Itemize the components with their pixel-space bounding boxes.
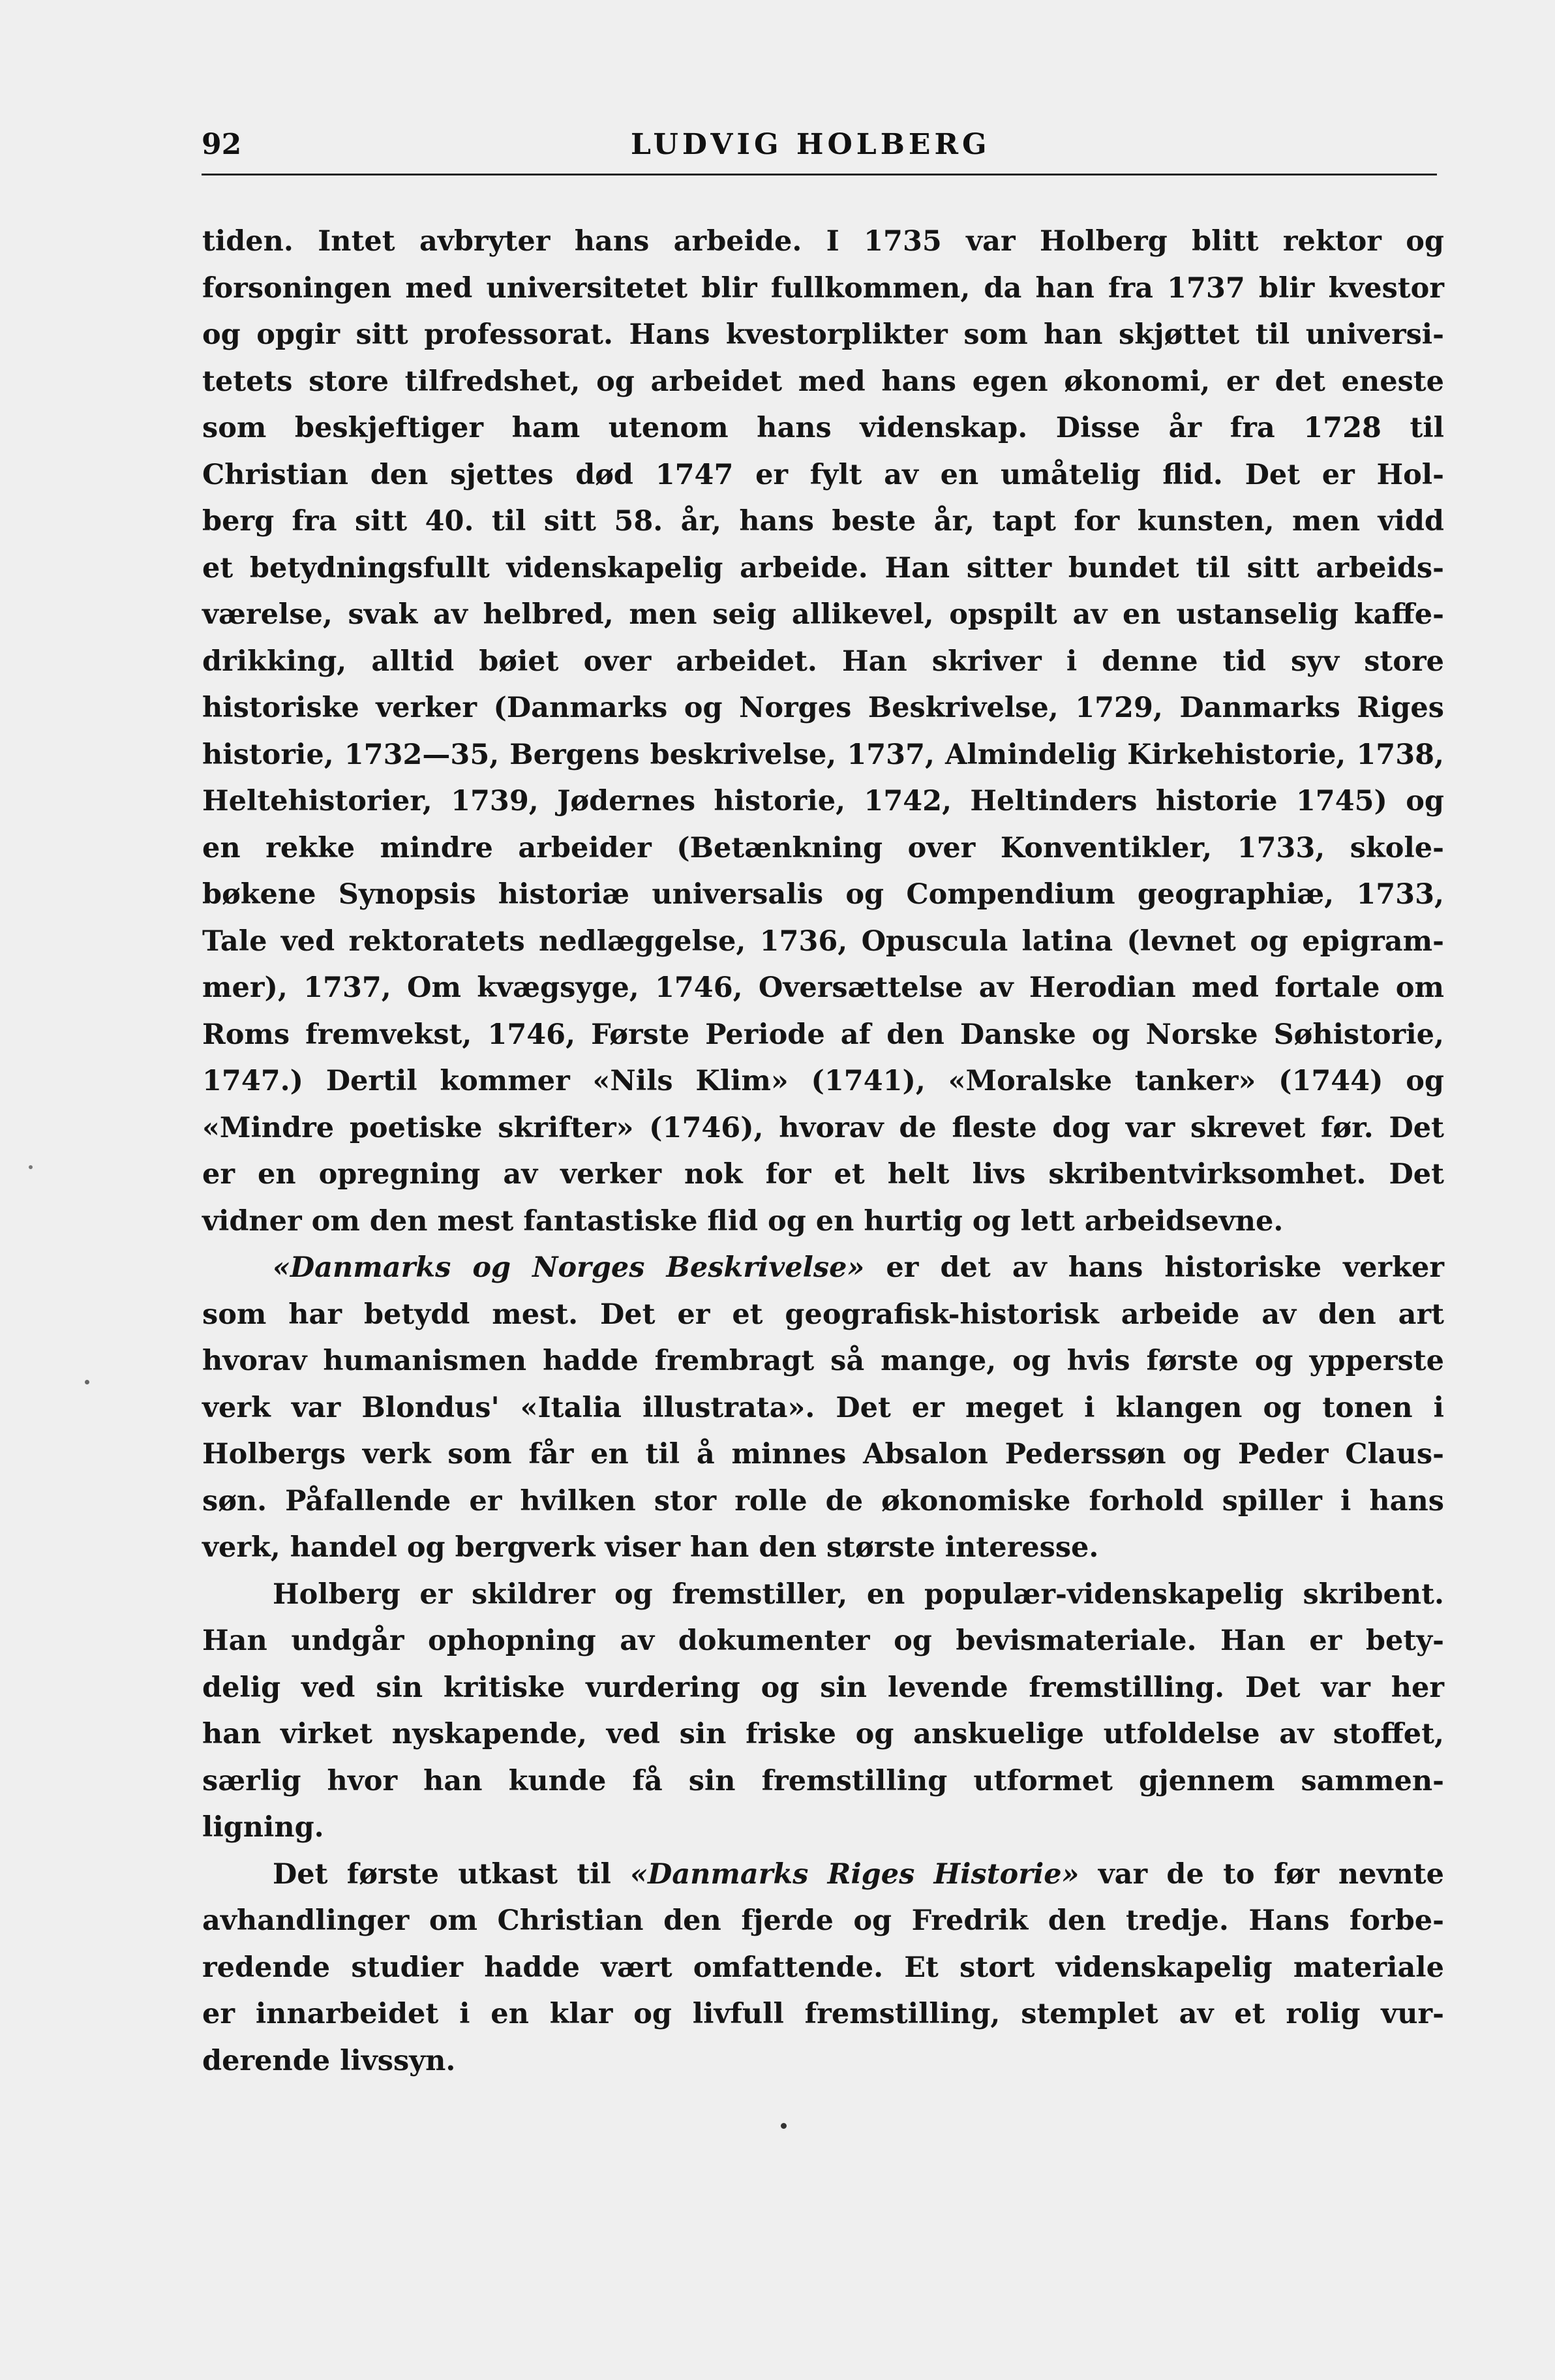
text-line: vidner om den mest fantastiske flid og en hurtig og lett arbeidsevne. bbox=[202, 1204, 1284, 1238]
scan-speck bbox=[781, 2123, 787, 2129]
page-header bbox=[202, 128, 1437, 174]
text-line: tetets store tilfredshet, og arbeidet med hans egen økonomi, er det eneste bbox=[202, 365, 1444, 398]
text-line: «Mindre poetiske skrifter» (1746), hvorav de fleste dog var skrevet før. Det bbox=[202, 1111, 1444, 1144]
paragraph bbox=[202, 1572, 1444, 1852]
text-line: et betydningsfullt videnskapelig arbeide. Han sitter bundet til sitt arbeids- bbox=[202, 551, 1444, 585]
text-line: redende studier hadde vært omfattende. Et stort videnskapelig materiale bbox=[202, 1951, 1444, 1984]
text-line: mer), 1737, Om kvægsyge, 1746, Oversættelse av Herodian med fortale om bbox=[202, 971, 1444, 1004]
text-line: og opgir sitt professorat. Hans kvestorplikter som han skjøttet til universi- bbox=[202, 318, 1444, 351]
text-line: særlig hvor han kunde få sin fremstilling utformet gjennem sammen- bbox=[202, 1764, 1444, 1797]
text-line: en rekke mindre arbeider (Betænkning over Konventikler, 1733, skole- bbox=[202, 831, 1444, 864]
paragraph bbox=[202, 1245, 1444, 1572]
text-line: derende livssyn. bbox=[202, 2044, 456, 2077]
scan-speck bbox=[85, 1380, 89, 1384]
body-text bbox=[202, 219, 1444, 2084]
text-line: drikking, alltid bøiet over arbeidet. Han skriver i denne tid syv store bbox=[202, 645, 1444, 678]
text-line: historie, 1732—35, Bergens beskrivelse, 1737, Almindelig Kirkehistorie, 1738, bbox=[202, 738, 1444, 771]
text-line: verk, handel og bergverk viser han den største interesse. bbox=[202, 1531, 1099, 1564]
text-line: hvorav humanismen hadde frembragt så mange, og hvis første og ypperste bbox=[202, 1345, 1444, 1377]
paragraph bbox=[202, 1852, 1444, 2085]
text-line: verk var Blondus' «Italia illustrata». Det er meget i klangen og tonen i bbox=[202, 1391, 1444, 1424]
text-line: 1747.) Dertil kommer «Nils Klim» (1741), «Moralske tanker» (1744) og bbox=[202, 1065, 1444, 1097]
text-line: historiske verker (Danmarks og Norges Beskrivelse, 1729, Danmarks Riges bbox=[202, 692, 1444, 724]
paragraph bbox=[202, 219, 1444, 1245]
italic-title: «Danmarks og Norges Beskrivelse» bbox=[273, 1251, 865, 1284]
scan-speck bbox=[29, 1165, 33, 1169]
text-run: Det første utkast til bbox=[273, 1857, 631, 1891]
text-line: tiden. Intet avbryter hans arbeide. I 1735 var Holberg blitt rektor og bbox=[202, 225, 1444, 258]
text-line: Tale ved rektoratets nedlæggelse, 1736, Opuscula latina (levnet og epigram- bbox=[202, 924, 1444, 958]
italic-title: «Danmarks Riges Historie» bbox=[630, 1857, 1079, 1891]
text-line: bøkene Synopsis historiæ universalis og Compendium geographiæ, 1733, bbox=[202, 878, 1444, 911]
text-run: var de to før nevnte bbox=[1079, 1857, 1444, 1891]
text-line: som har betydd mest. Det er et geografisk-historisk arbeide av den art bbox=[202, 1298, 1444, 1331]
text-line: Han undgår ophopning av dokumenter og bevismateriale. Han er bety- bbox=[202, 1625, 1444, 1657]
text-line: berg fra sitt 40. til sitt 58. år, hans beste år, tapt for kunsten, men vidd bbox=[202, 505, 1444, 538]
text-line: er innarbeidet i en klar og livfull fremstilling, stemplet av et rolig vur- bbox=[202, 1998, 1444, 2030]
page-number: 92 bbox=[202, 128, 242, 161]
text-line: Heltehistorier, 1739, Jødernes historie, 1742, Heltinders historie 1745) og bbox=[202, 785, 1444, 817]
text-line: Holberg er skildrer og fremstiller, en populær-videnskapelig skribent. bbox=[273, 1578, 1444, 1611]
text-line: ligning. bbox=[202, 1811, 324, 1844]
header-rule bbox=[202, 174, 1437, 175]
text-line: Christian den sjettes død 1747 er fylt av en umåtelig flid. Det er Hol- bbox=[202, 458, 1444, 491]
text-line: værelse, svak av helbred, men seig allikevel, opspilt av en ustanselig kaffe- bbox=[202, 598, 1444, 631]
text-line: delig ved sin kritiske vurdering og sin levende fremstilling. Det var her bbox=[202, 1671, 1444, 1704]
text-line: han virket nyskapende, ved sin friske og anskuelige utfoldelse av stoffet, bbox=[202, 1718, 1444, 1750]
text-line: avhandlinger om Christian den fjerde og Fredrik den tredje. Hans forbe- bbox=[202, 1904, 1444, 1937]
text-line: søn. Påfallende er hvilken stor rolle de økonomiske forhold spiller i hans bbox=[202, 1484, 1444, 1518]
text-line: er en opregning av verker nok for et helt livs skribentvirksomhet. Det bbox=[202, 1158, 1444, 1191]
text-line: Holbergs verk som får en til å minnes Absalon Pederssøn og Peder Claus- bbox=[202, 1438, 1444, 1471]
text-line: Roms fremvekst, 1746, Første Periode af den Danske og Norske Søhistorie, bbox=[202, 1018, 1444, 1051]
text-line bbox=[202, 1245, 1444, 1292]
text-line: forsoningen med universitetet blir fullkommen, da han fra 1737 blir kvestor bbox=[202, 271, 1444, 305]
text-line bbox=[202, 1852, 1444, 1899]
text-line: som beskjeftiger ham utenom hans videnskap. Disse år fra 1728 til bbox=[202, 412, 1444, 444]
text-run: er det av hans historiske verker bbox=[864, 1251, 1444, 1284]
running-head: LUDVIG HOLBERG bbox=[631, 128, 991, 161]
